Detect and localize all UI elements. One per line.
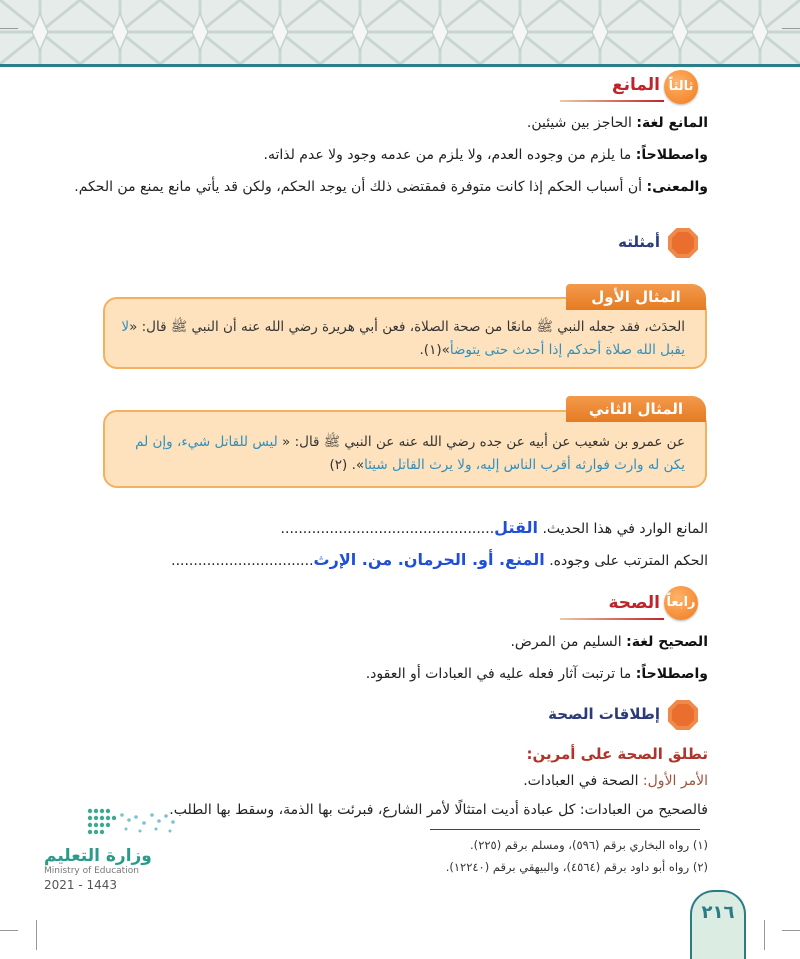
crop-mark [0,28,18,29]
example-1-line-2 [420,342,686,358]
term-text: ما ترتبت آثار فعله عليه في العبادات أو العقود. [365,666,636,682]
footnote-rule [430,829,700,830]
term-text: ما يلزم من وجوده العدم، ولا يلزم من عدمه وجود ولا عدم لذاته. [263,147,636,163]
term-text: السليم من المرض. [510,634,627,650]
question-1 [281,518,708,537]
examples-heading-label: أمثلته [618,233,660,251]
example-1-line-1 [121,318,685,338]
page-number: ٢١٦ [701,902,735,923]
usages-heading [500,700,700,730]
term-label: المانع لغة: [636,115,708,131]
header-rule [0,64,800,67]
hadith-text: يقبل الله صلاة أحدكم إذا أحدث حتى يتوضأ [449,342,685,358]
definition-linguistic [527,115,708,131]
answer-field[interactable]: المنع. أو. الحرمان. من. الإرث [313,550,545,569]
crop-mark [782,28,800,29]
usages-title: تطلق الصحة على أمرين: [526,745,708,763]
section-title: المانع [612,75,660,95]
crop-mark [36,920,37,950]
usage-label: الأمر الأول: [642,773,708,789]
usage-text: الصحة في العبادات. [523,773,643,789]
answer-field[interactable]: القتل [494,518,538,537]
usage-body: فالصحيح من العبادات: كل عبادة أديت امتثالًا لأمر الشارع، فبرئت بها الذمة، وسقط بها الطلب. [169,802,708,818]
definition-linguistic [510,634,708,650]
octagon-icon [666,698,700,732]
example-2-tab: المثال الثاني [566,396,706,422]
term-text: أن أسباب الحكم إذا كانت متوفرة فمقتضى ذلك أن يوجد الحكم، ولكن قد يأتي مانع يمنع من الحكم. [74,179,647,195]
hadith-text: يكن له وارث فوارثه أقرب الناس إليه، ولا يرث القاتل شيئا [364,457,685,473]
term-text: الحاجز بين شيئين. [526,115,637,131]
term-label: واصطلاحاً: [635,666,708,682]
octagon-icon [666,226,700,260]
header-pattern [0,0,800,64]
hadith-text: ليس للقاتل شيء، وإن لم [135,434,283,450]
section-number-badge: ثالثاً [664,70,698,104]
example-text: ». (٢) [329,457,365,473]
term-label: واصطلاحاً: [635,147,708,163]
ministry-name-arabic: وزارة التعليم [44,846,152,866]
section-title: الصحة [608,593,660,613]
section-title-underline [560,100,664,102]
question-prompt: الحكم المترتب على وجوده. [549,553,708,569]
example-1-tab: المثال الأول [566,284,706,310]
answer-dots: ................................................ [280,521,495,537]
section-number-badge: رابعاً [664,586,698,620]
definition-meaning [74,179,708,195]
ministry-name-english: Ministry of Education [44,866,139,876]
hadith-text: لا [121,319,130,335]
footnote-2: (٢) رواه أبو داود برقم (٤٥٦٤)، والبيهقي برقم (١٢٢٤٠). [445,860,708,874]
definition-technical [264,147,709,163]
example-text: عن عمرو بن شعيب عن أبيه عن جده رضي الله عنه عن النبي ﷺ قال: « [282,434,685,450]
crop-mark [0,930,18,931]
usages-heading-label: إطلاقات الصحة [548,705,660,723]
example-text: الحدَث، فقد جعله النبي ﷺ مانعًا من صحة الصلاة، فعن أبي هريرة رضي الله عنه أن النبي ﷺ قال: « [129,319,685,335]
section-title-underline [560,618,664,620]
usage-first [523,773,708,789]
page-number-tab [690,890,746,959]
example-2-line-2 [329,457,685,473]
example-2-line-1 [135,433,685,453]
ministry-year: 2021 - 1443 [44,878,118,892]
term-label: والمعنى: [646,179,708,195]
ministry-logo-icon [84,805,180,839]
examples-heading [560,228,700,258]
crop-mark [782,930,800,931]
crop-mark [764,920,765,950]
footnote-1: (١) رواه البخاري برقم (٥٩٦)، ومسلم برقم (٢٢٥). [470,838,708,852]
answer-dots: ................................ [171,553,314,569]
example-text: »(١). [419,342,450,358]
definition-technical [366,666,708,682]
question-prompt: المانع الوارد في هذا الحديث. [542,521,708,537]
question-2 [171,550,708,569]
term-label: الصحيح لغة: [626,634,708,650]
